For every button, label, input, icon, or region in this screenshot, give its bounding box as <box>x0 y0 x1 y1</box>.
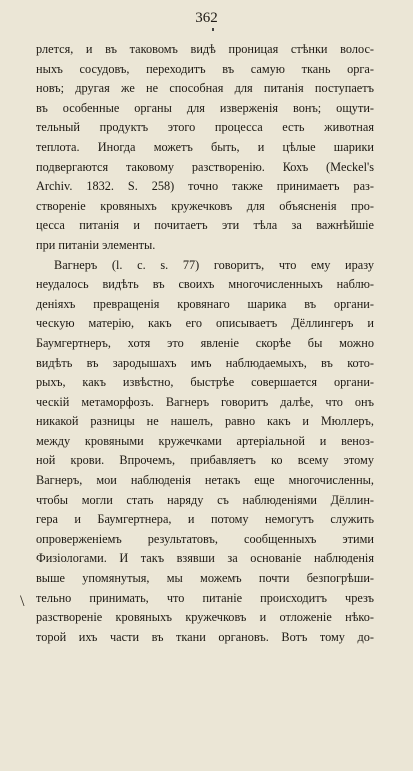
text-line: Вагнеръ, мои наблюденія нетакъ еще многочисленны, <box>36 473 374 488</box>
ink-speck <box>212 28 214 31</box>
text-line: торой ихъ части въ ткани органовъ. Вотъ тому до- <box>36 629 374 644</box>
text-line: ной крови. Впрочемъ, прибавляетъ ко всему этому <box>36 453 374 468</box>
text-line: Баумгертнеръ, хотя это явленіе скорѣе бы можно <box>36 335 374 350</box>
text-line: разствореніе кровяныхъ кружечковъ и отложеніе нѣко- <box>36 610 374 625</box>
text-line: никакой разницы не нашелъ, равно какъ и Мюллеръ, <box>36 414 374 429</box>
text-line: Вагнеръ (l. c. s. 77) говоритъ, что ему иразу <box>54 257 374 272</box>
text-line: ческую матерію, какъ его описываетъ Дёллингеръ и <box>36 316 374 331</box>
text-line: между кровяными кружечками артеріальной и веноз- <box>36 433 374 448</box>
text-line: тельно принимать, что питаніе происходитъ чрезъ <box>36 590 374 605</box>
text-line: рыхъ, какъ извѣстно, быстрѣе совершается органи- <box>36 375 374 390</box>
text-line: выше упомянутыя, мы можемъ почти безпогрѣши- <box>36 571 374 586</box>
text-line: створеніе кровяныхъ кружечковъ для объясненія про- <box>36 198 374 213</box>
text-line: рлется, и въ таковомъ видѣ проницая стѣнки волос- <box>36 42 374 56</box>
text-line: неудалось видѣть въ своихъ многочисленныхъ наблю- <box>36 277 374 292</box>
margin-mark: \ <box>20 593 25 610</box>
text-line: подвергаются таковому разстворенію. Кохъ (Meckel's <box>36 159 374 174</box>
page-number: 362 <box>195 10 218 26</box>
text-line: ныхъ сосудовъ, переходитъ въ самую ткань орга- <box>36 61 374 76</box>
text-line: тельный продуктъ этого процесса есть животная <box>36 120 374 135</box>
body-text <box>36 40 374 647</box>
text-line: Archiv. 1832. S. 258) точно также принимаетъ раз- <box>36 179 374 194</box>
text-line: теплота. Иногда можетъ быть, и цѣлые шарики <box>36 139 374 154</box>
text-line: чтобы могли стать наряду съ наблюденіями Дёллин- <box>36 492 374 507</box>
text-line: Физіологами. И такъ взявши за основаніе наблюденія <box>36 551 374 566</box>
text-line: при питаніи элементы. <box>36 237 156 252</box>
text-line: въ особенные органы для изверженія вонъ; ощути- <box>36 100 374 115</box>
text-line: цесса питанія и почитаетъ эти тѣла за важнѣйшіе <box>36 218 374 233</box>
text-line: ческій метаморфозъ. Вагнеръ говоритъ далѣе, что онъ <box>36 394 374 409</box>
text-line: видѣть въ зародышахъ имъ наблюдаемыхъ, въ кото- <box>36 355 374 370</box>
text-line: гера и Баумгертнера, и потому немогутъ служить <box>36 512 374 527</box>
text-line: деніяхъ превращенія кровянаго шарика въ органи- <box>36 296 374 311</box>
text-line: новъ; другая же не способная для питанія поступаетъ <box>36 81 374 96</box>
text-line: опроверженіемъ результатовъ, сообщенныхъ этими <box>36 531 374 546</box>
